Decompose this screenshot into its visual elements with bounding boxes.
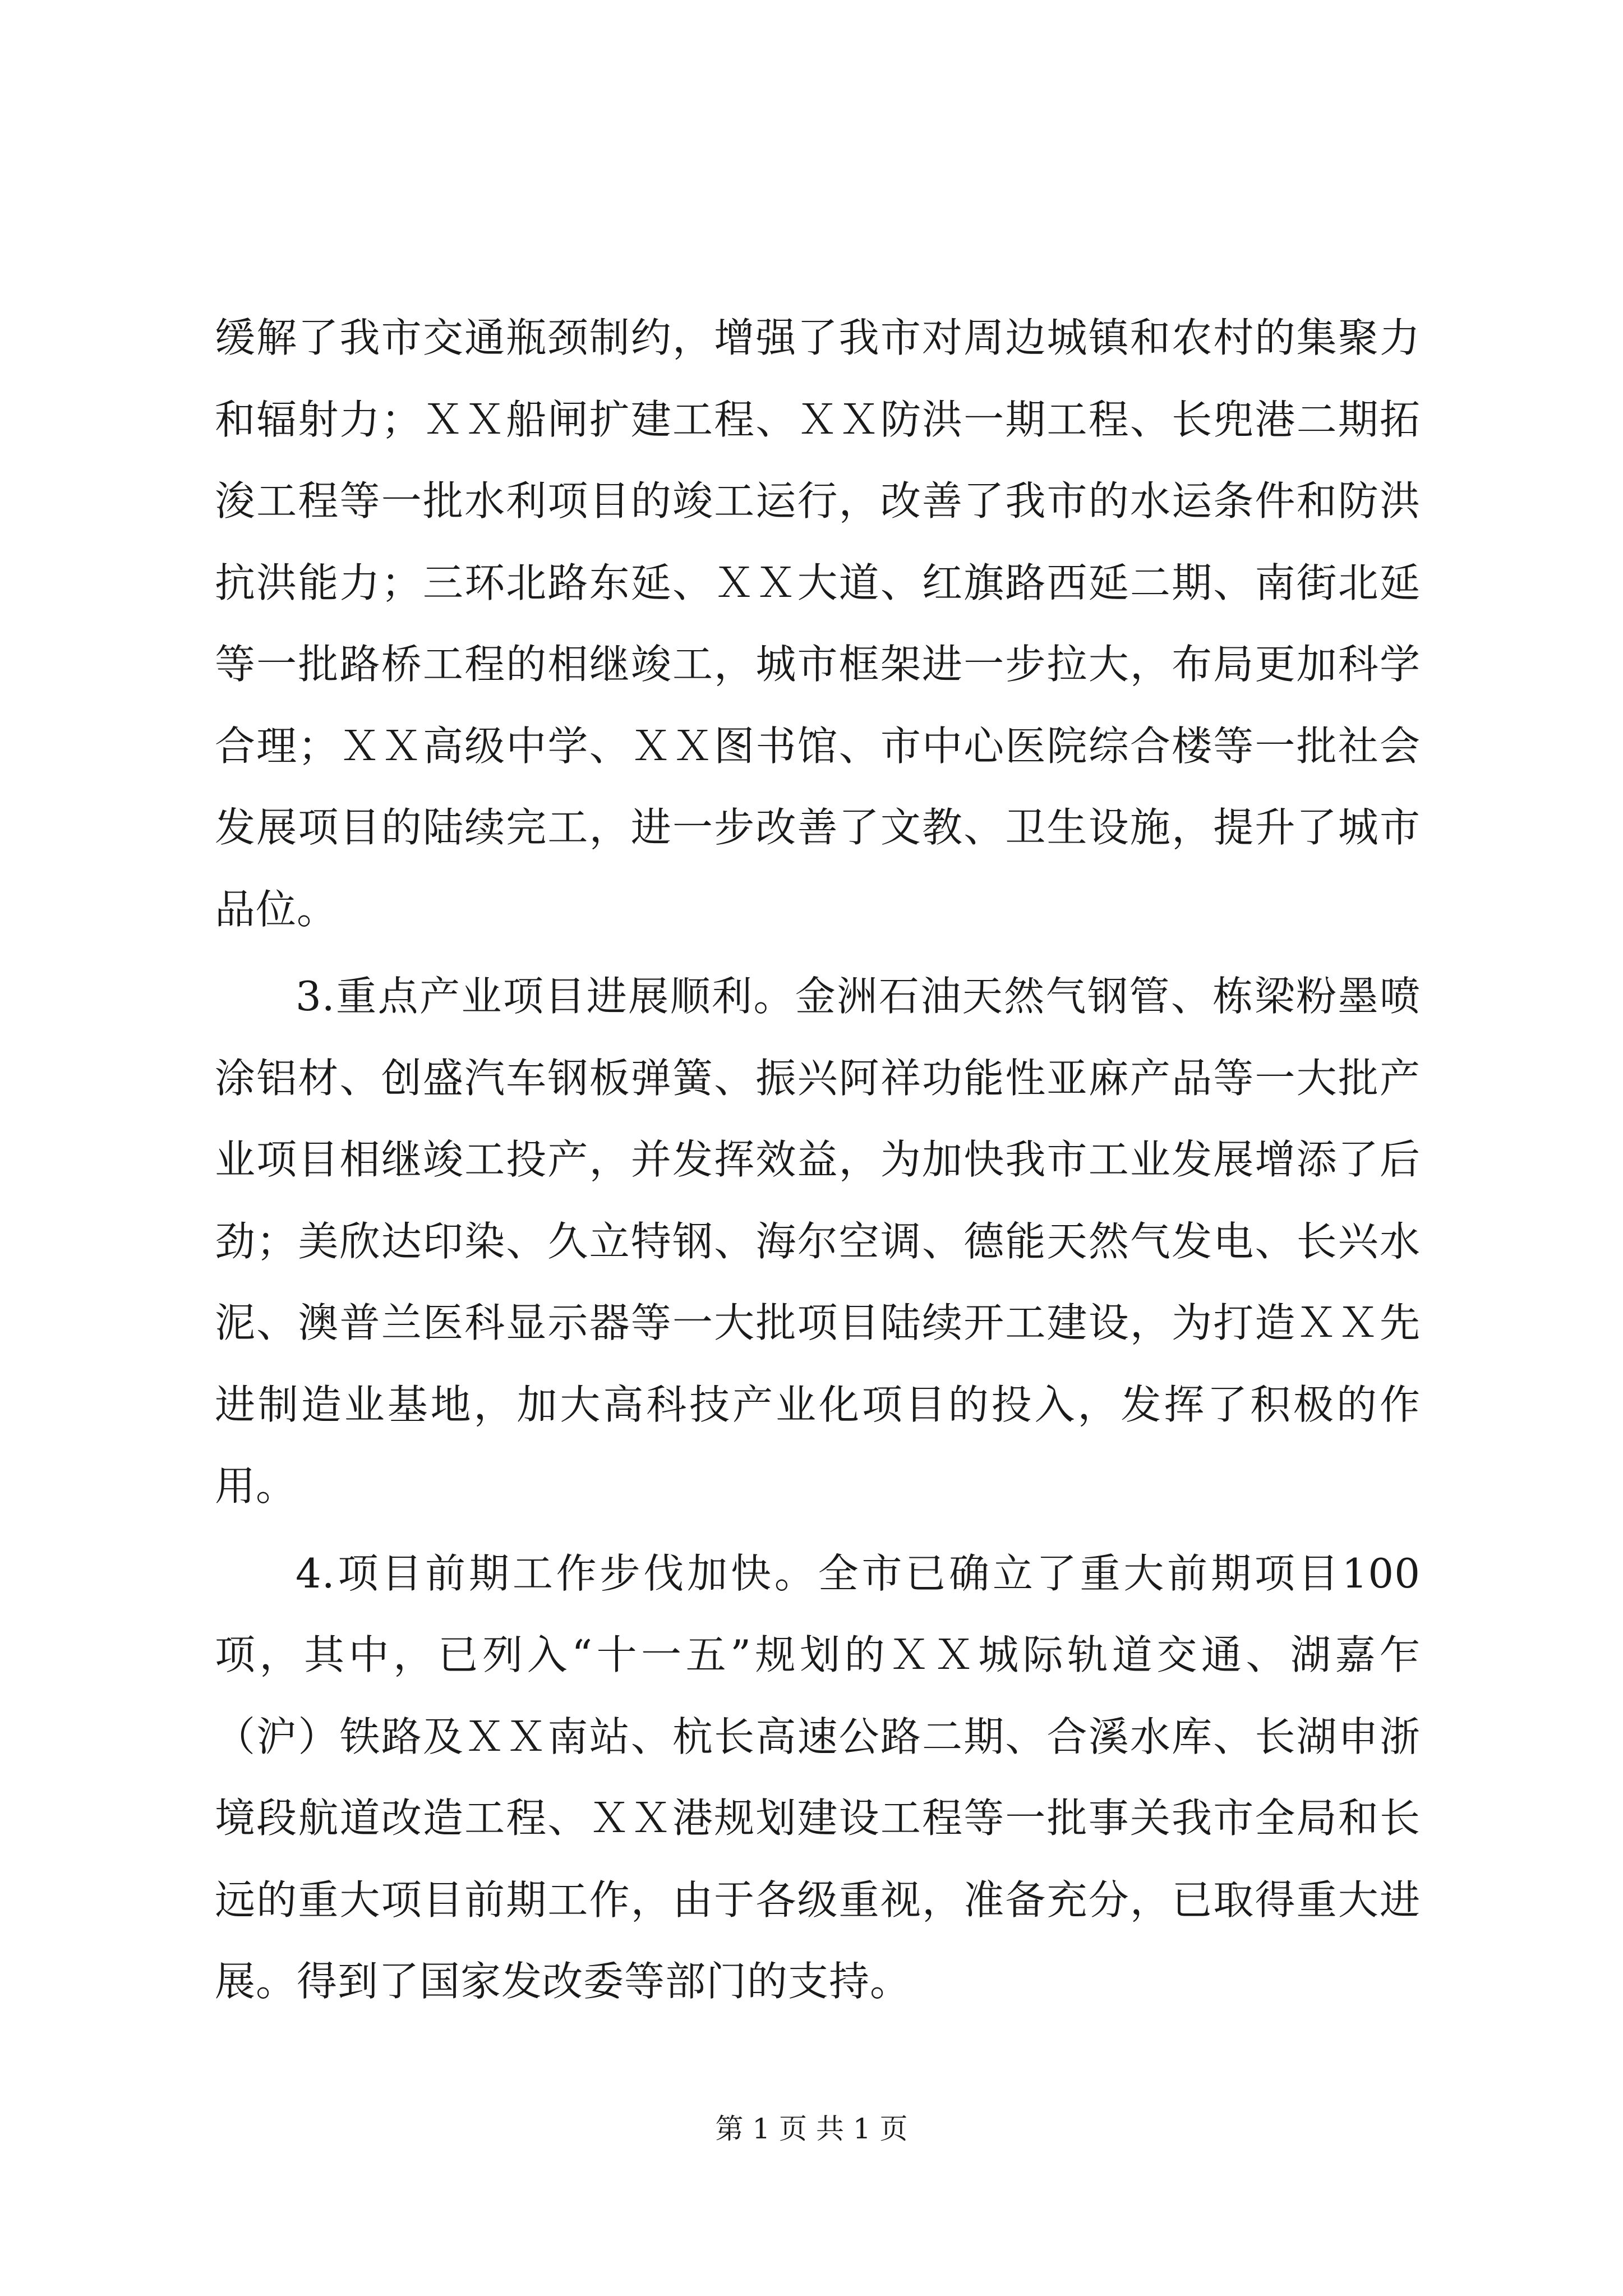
paragraph-industry-projects: 3.重点产业项目进展顺利。金洲石油天然气钢管、栋梁粉墨喷涂铝材、创盛汽车钢板弹簧、振兴阿祥功能性亚麻产品等一大批产业项目相继竣工投产，并发挥效益，为加快我市工业发展增添了后劲；美欣达印染、久立特钢、海尔空调、德能天然气发电、长兴水泥、澳普兰医科显示器等一大批项目陆续开工建设，为打造ＸＸ先进制造业基地，加大高科技产业化项目的投入，发挥了积极的作用。	[215, 973, 1421, 1510]
paragraph-continuation: 缓解了我市交通瓶颈制约，增强了我市对周边城镇和农村的集聚力和辐射力；ＸＸ船闸扩建工程、ＸＸ防洪一期工程、长兜港二期拓浚工程等一批水利项目的竣工运行，改善了我市的水运条件和防洪抗洪能力；三环北路东延、ＸＸ大道、红旗路西延二期、南街北延等一批路桥工程的相继竣工，城市框架进一步拉大，布局更加科学合理；ＸＸ高级中学、ＸＸ图书馆、市中心医院综合楼等一批社会发展项目的陆续完工，进一步改善了文教、卫生设施，提升了城市品位。	[215, 314, 1421, 933]
paragraph-preliminary-work: 4.项目前期工作步伐加快。全市已确立了重大前期项目100项，其中，已列入“十一五”规划的ＸＸ城际轨道交通、湖嘉乍（沪）铁路及ＸＸ南站、杭长高速公路二期、合溪水库、长湖申浙境段航道改造工程、ＸＸ港规划建设工程等一批事关我市全局和长远的重大项目前期工作，由于各级重视，准备充分，已取得重大进展。得到了国家发改委等部门的支持。	[215, 1549, 1421, 2005]
page-footer: 第 1 页 共 1 页	[715, 2113, 908, 2145]
document-body	[215, 297, 1421, 2028]
